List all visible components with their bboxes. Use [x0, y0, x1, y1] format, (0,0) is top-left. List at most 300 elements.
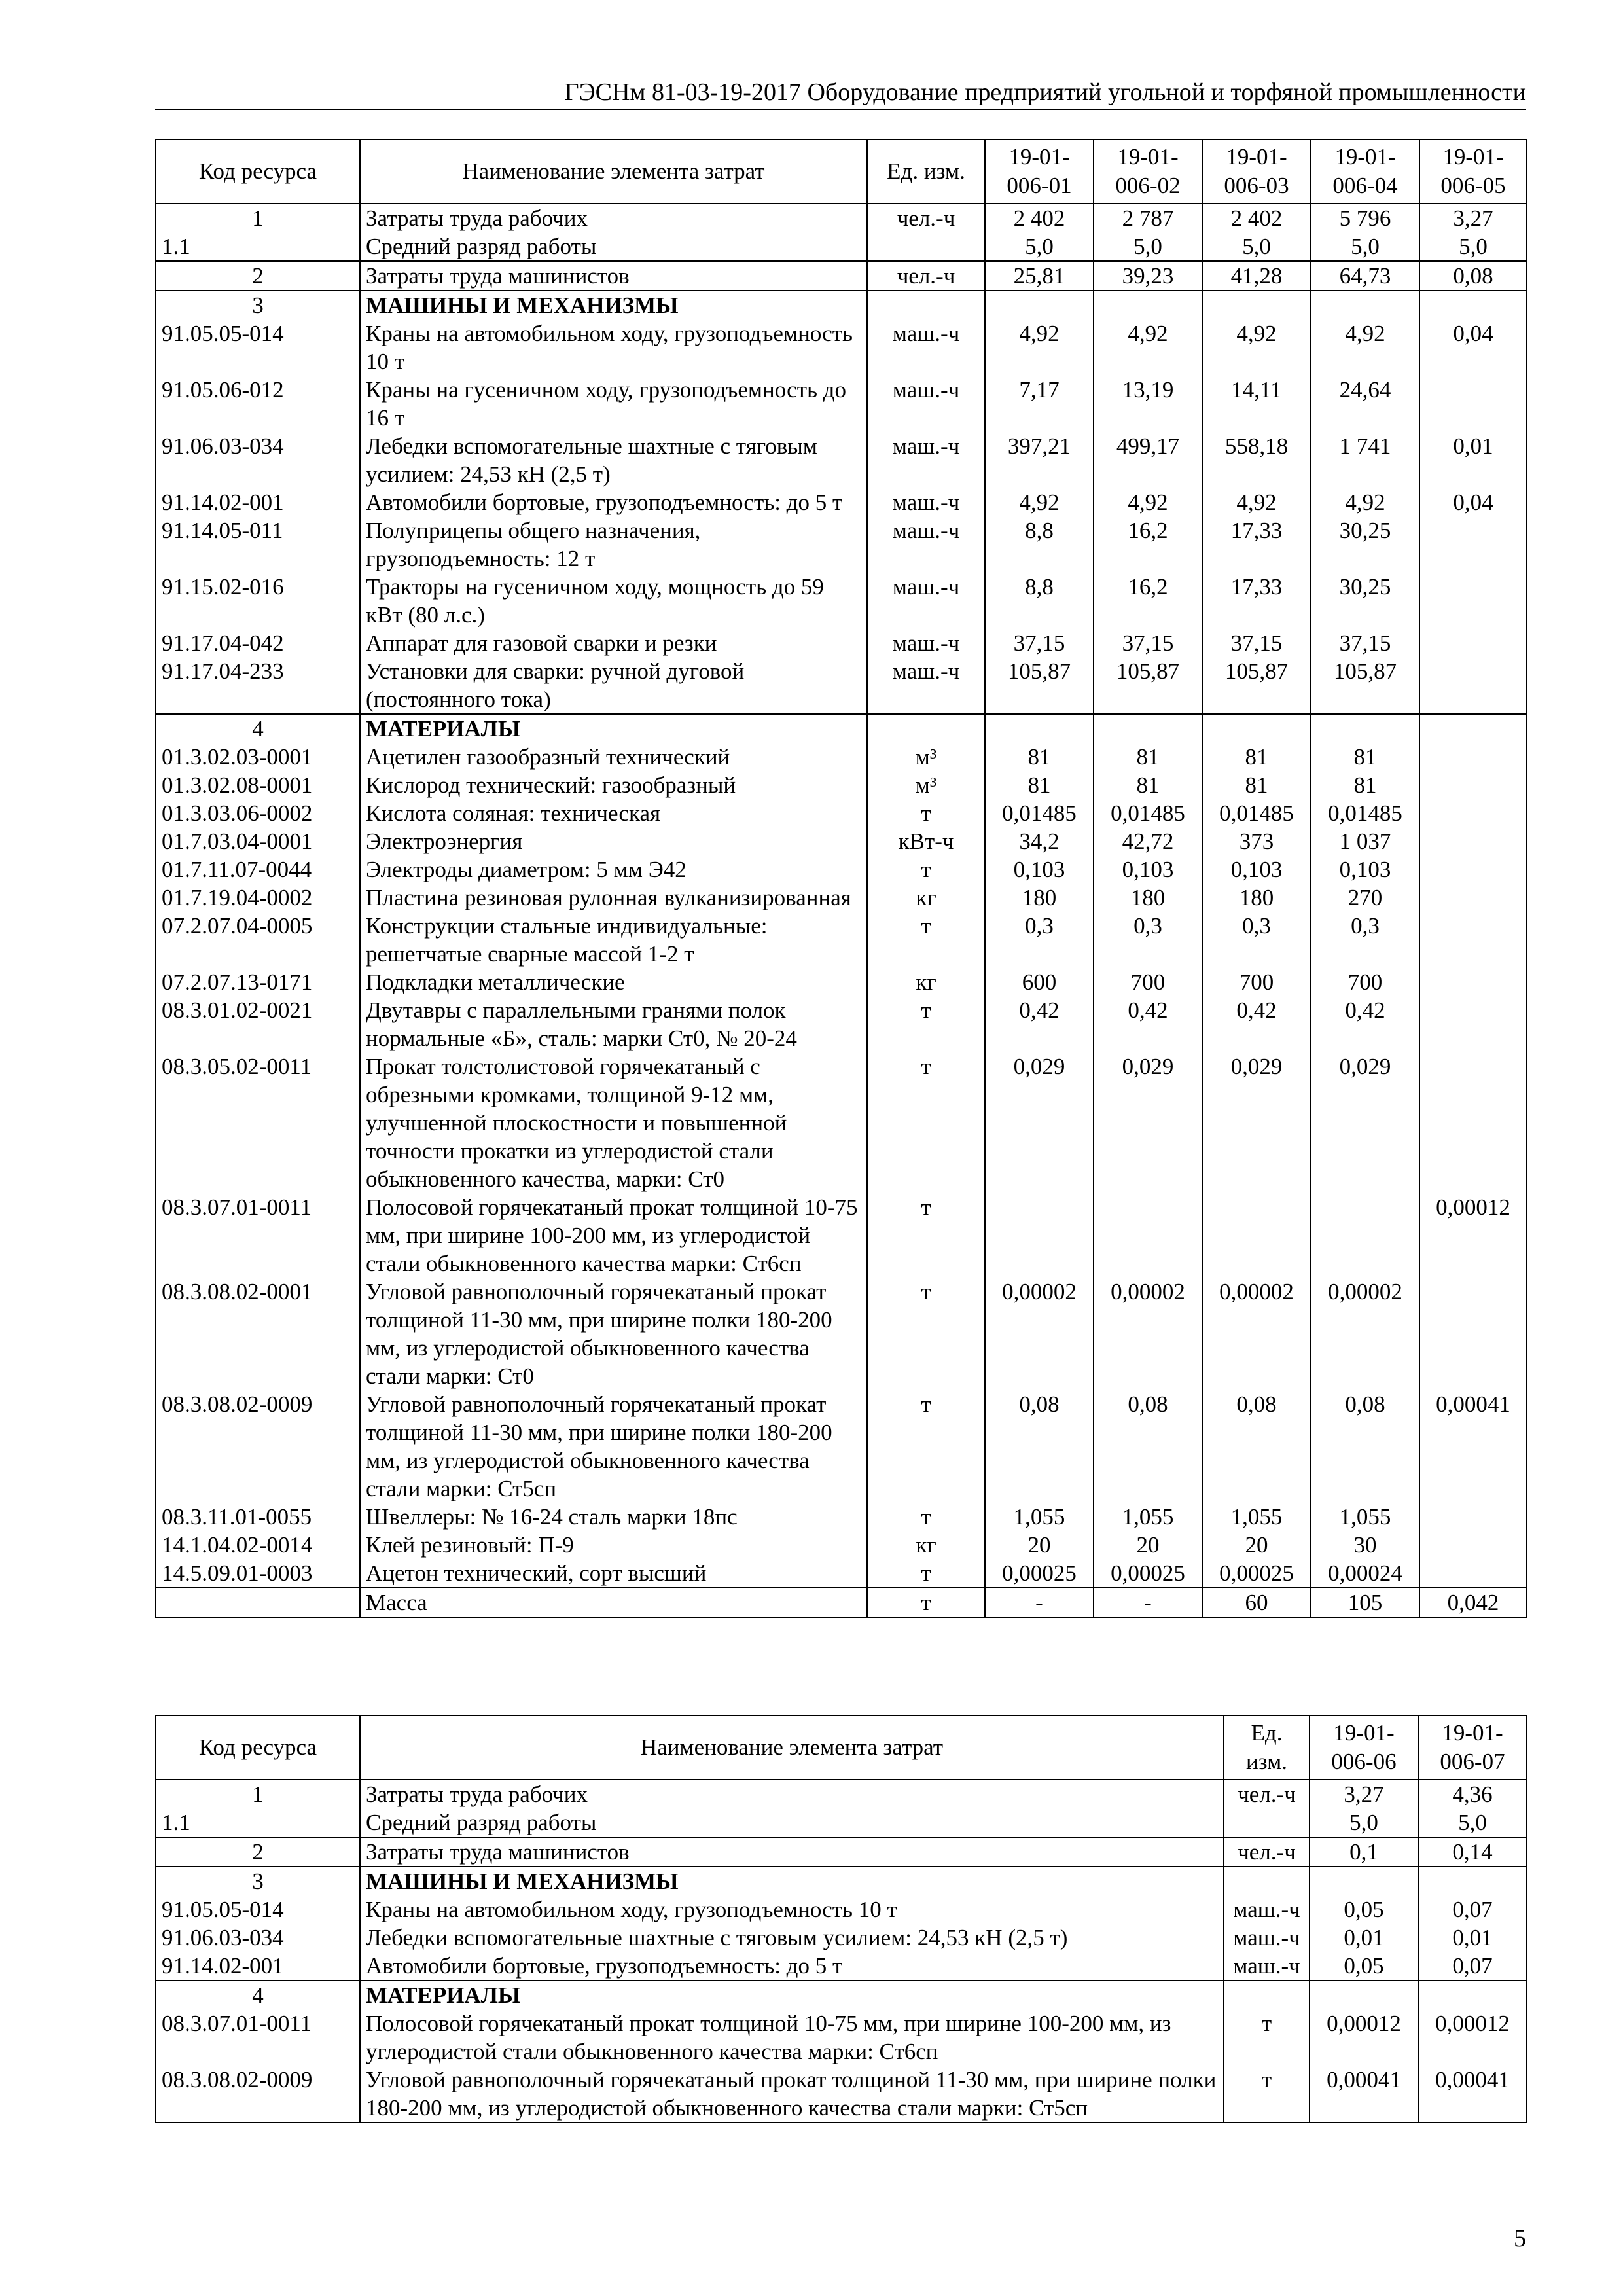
value-cell — [1419, 968, 1527, 996]
table-row — [156, 488, 1527, 516]
value-cell — [985, 1193, 1094, 1278]
value-cell: 105,87 — [1094, 657, 1202, 714]
table-header-row — [156, 139, 1527, 204]
value-cell: 20 — [1202, 1531, 1311, 1559]
cost-item-name-cell: МАТЕРИАЛЫ — [360, 714, 867, 743]
cost-item-name-cell: Ацетон технический, сорт высший — [360, 1559, 867, 1588]
value-cell — [985, 291, 1094, 319]
table-row — [156, 912, 1527, 968]
cost-item-name-cell: Полосовой горячекатаный прокат толщиной 10-75 мм, при ширине 100-200 мм, из углеродистой стали обыкновенного качества марки: Ст6сп — [360, 2009, 1224, 2066]
value-cell — [1202, 714, 1311, 743]
unit-cell: т — [1224, 2066, 1310, 2123]
table-row — [156, 1531, 1527, 1559]
unit-cell: кВт-ч — [867, 827, 985, 855]
value-cell: 0,103 — [1202, 855, 1311, 884]
value-cell: 16,2 — [1094, 573, 1202, 629]
value-cell: 105 — [1311, 1588, 1419, 1617]
value-cell: 0,01485 — [1202, 799, 1311, 827]
value-cell — [1419, 1052, 1527, 1193]
value-cell: 81 — [1202, 771, 1311, 799]
unit-cell: м³ — [867, 771, 985, 799]
value-cell: 3,27 — [1419, 204, 1527, 232]
unit-cell: чел.-ч — [867, 261, 985, 291]
table-row — [156, 743, 1527, 771]
table-row — [156, 1837, 1527, 1867]
value-cell — [1094, 714, 1202, 743]
table-row — [156, 319, 1527, 376]
unit-cell: т — [1224, 2009, 1310, 2066]
unit-cell: маш.-ч — [1224, 1952, 1310, 1981]
value-cell — [1419, 1503, 1527, 1531]
value-cell: 0,103 — [1311, 855, 1419, 884]
unit-cell: м³ — [867, 743, 985, 771]
value-cell: 600 — [985, 968, 1094, 996]
cost-item-name-cell: Угловой равнополочный горячекатаный прокат толщиной 11-30 мм, при ширине полки 180-200 мм, из углеродистой обыкновенного качества стали марки: Ст5сп — [360, 1390, 867, 1503]
unit-cell: кг — [867, 1531, 985, 1559]
resource-code-cell: 91.17.04-042 — [156, 629, 360, 657]
value-cell: 5,0 — [1311, 232, 1419, 261]
resource-code-cell: 91.05.05-014 — [156, 319, 360, 376]
value-cell: 0,42 — [1094, 996, 1202, 1052]
resource-code-cell: 91.14.02-001 — [156, 1952, 360, 1981]
value-cell: 5,0 — [1419, 232, 1527, 261]
table-row — [156, 1808, 1527, 1837]
value-cell: 0,14 — [1418, 1837, 1527, 1867]
table-row — [156, 657, 1527, 714]
unit-cell: т — [867, 1193, 985, 1278]
value-cell: 0,00002 — [1311, 1278, 1419, 1390]
table-header-row — [156, 1715, 1527, 1780]
value-cell: 0,1 — [1310, 1837, 1418, 1867]
value-cell: 1,055 — [1202, 1503, 1311, 1531]
value-cell: 0,08 — [985, 1390, 1094, 1503]
unit-cell — [1224, 1981, 1310, 2009]
table-row — [156, 1503, 1527, 1531]
value-cell — [1419, 1278, 1527, 1390]
cost-item-name-cell: Угловой равнополочный горячекатаный прокат толщиной 11-30 мм, при ширине полки 180-200 мм, из углеродистой обыкновенного качества стали марки: Ст0 — [360, 1278, 867, 1390]
value-cell: 81 — [1094, 771, 1202, 799]
cost-item-name-cell: Установки для сварки: ручной дуговой (постоянного тока) — [360, 657, 867, 714]
cost-item-name-cell: Средний разряд работы — [360, 1808, 1224, 1837]
col-header-rate: 19-01-006-02 — [1094, 139, 1202, 204]
resource-table-2 — [155, 1715, 1527, 2123]
unit-cell: маш.-ч — [867, 488, 985, 516]
value-cell: 0,01485 — [985, 799, 1094, 827]
resource-code-cell: 01.7.19.04-0002 — [156, 884, 360, 912]
value-cell: 0,029 — [1202, 1052, 1311, 1193]
value-cell — [1310, 1981, 1418, 2009]
cost-item-name-cell: Кислород технический: газообразный — [360, 771, 867, 799]
value-cell — [1419, 996, 1527, 1052]
value-cell: 0,029 — [1094, 1052, 1202, 1193]
table-row — [156, 996, 1527, 1052]
cost-item-name-cell: МАШИНЫ И МЕХАНИЗМЫ — [360, 1867, 1224, 1895]
table-row — [156, 884, 1527, 912]
cost-item-name-cell: Тракторы на гусеничном ходу, мощность до 59 кВт (80 л.с.) — [360, 573, 867, 629]
value-cell: 180 — [1094, 884, 1202, 912]
value-cell: 0,01 — [1418, 1924, 1527, 1952]
value-cell: 81 — [1311, 771, 1419, 799]
resource-table-1 — [155, 139, 1527, 1618]
cost-item-name-cell: Краны на гусеничном ходу, грузоподъемность до 16 т — [360, 376, 867, 432]
value-cell: 105,87 — [1311, 657, 1419, 714]
unit-cell: маш.-ч — [867, 657, 985, 714]
value-cell — [1419, 629, 1527, 657]
value-cell: 39,23 — [1094, 261, 1202, 291]
table-row — [156, 232, 1527, 261]
value-cell — [1311, 1193, 1419, 1278]
value-cell: 105,87 — [1202, 657, 1311, 714]
value-cell: 30,25 — [1311, 516, 1419, 573]
value-cell: 0,08 — [1311, 1390, 1419, 1503]
resource-code-cell: 4 — [156, 714, 360, 743]
value-cell: 37,15 — [1311, 629, 1419, 657]
value-cell: 81 — [1094, 743, 1202, 771]
value-cell: 60 — [1202, 1588, 1311, 1617]
table-row — [156, 516, 1527, 573]
value-cell: 37,15 — [1094, 629, 1202, 657]
resource-code-cell: 4 — [156, 1981, 360, 2009]
table-row — [156, 1981, 1527, 2009]
value-cell: 0,3 — [985, 912, 1094, 968]
value-cell: 4,92 — [1094, 319, 1202, 376]
table-row — [156, 291, 1527, 319]
value-cell: 0,05 — [1310, 1895, 1418, 1924]
unit-cell: кг — [867, 884, 985, 912]
col-header-name: Наименование элемента затрат — [360, 139, 867, 204]
value-cell: 0,00025 — [1094, 1559, 1202, 1588]
table-row — [156, 1390, 1527, 1503]
cost-item-name-cell: Средний разряд работы — [360, 232, 867, 261]
col-header-rate: 19-01-006-07 — [1418, 1715, 1527, 1780]
value-cell: 397,21 — [985, 432, 1094, 488]
value-cell: 20 — [1094, 1531, 1202, 1559]
resource-code-cell: 3 — [156, 1867, 360, 1895]
value-cell: 0,103 — [985, 855, 1094, 884]
running-header: ГЭСНм 81-03-19-2017 Оборудование предприятий угольной и торфяной промышленности — [564, 79, 1526, 106]
value-cell — [1419, 516, 1527, 573]
value-cell: 0,00012 — [1418, 2009, 1527, 2066]
value-cell: 64,73 — [1311, 261, 1419, 291]
table-row — [156, 799, 1527, 827]
value-cell: 4,92 — [1311, 319, 1419, 376]
value-cell: 499,17 — [1094, 432, 1202, 488]
resource-code-cell: 91.14.02-001 — [156, 488, 360, 516]
value-cell — [1419, 855, 1527, 884]
table-row — [156, 1895, 1527, 1924]
value-cell: 0,00012 — [1310, 2009, 1418, 2066]
value-cell: 81 — [985, 771, 1094, 799]
value-cell: 13,19 — [1094, 376, 1202, 432]
resource-code-cell: 08.3.08.02-0001 — [156, 1278, 360, 1390]
value-cell: 2 787 — [1094, 204, 1202, 232]
cost-item-name-cell: Полосовой горячекатаный прокат толщиной 10-75 мм, при ширине 100-200 мм, из углеродистой стали обыкновенного качества марки: Ст6сп — [360, 1193, 867, 1278]
cost-item-name-cell: Лебедки вспомогательные шахтные с тяговым усилием: 24,53 кН (2,5 т) — [360, 432, 867, 488]
value-cell: 0,00012 — [1419, 1193, 1527, 1278]
value-cell: 0,01 — [1419, 432, 1527, 488]
cost-item-name-cell: Подкладки металлические — [360, 968, 867, 996]
unit-cell: т — [867, 799, 985, 827]
resource-code-cell: 1 — [156, 204, 360, 232]
resource-code-cell: 14.5.09.01-0003 — [156, 1559, 360, 1588]
resource-code-cell: 08.3.01.02-0021 — [156, 996, 360, 1052]
value-cell: 5 796 — [1311, 204, 1419, 232]
value-cell — [1094, 291, 1202, 319]
value-cell — [1419, 714, 1527, 743]
col-header-unit: Ед. изм. — [867, 139, 985, 204]
value-cell — [1418, 1867, 1527, 1895]
resource-code-cell: 08.3.07.01-0011 — [156, 2009, 360, 2066]
value-cell — [1419, 771, 1527, 799]
value-cell: 0,103 — [1094, 855, 1202, 884]
resource-code-cell: 91.17.04-233 — [156, 657, 360, 714]
table-row — [156, 432, 1527, 488]
resource-code-cell: 08.3.08.02-0009 — [156, 1390, 360, 1503]
resource-code-cell: 91.05.05-014 — [156, 1895, 360, 1924]
value-cell: 37,15 — [1202, 629, 1311, 657]
cost-item-name-cell: Масса — [360, 1588, 867, 1617]
cost-item-name-cell: Полуприцепы общего назначения, грузоподъемность: 12 т — [360, 516, 867, 573]
table-row — [156, 629, 1527, 657]
cost-item-name-cell: Затраты труда машинистов — [360, 1837, 1224, 1867]
value-cell — [1311, 291, 1419, 319]
value-cell: 0,00024 — [1311, 1559, 1419, 1588]
cost-item-name-cell: Ацетилен газообразный технический — [360, 743, 867, 771]
table-row — [156, 855, 1527, 884]
resource-code-cell: 1 — [156, 1780, 360, 1808]
value-cell: 0,00041 — [1418, 2066, 1527, 2123]
value-cell: 5,0 — [1418, 1808, 1527, 1837]
resource-code-cell: 07.2.07.04-0005 — [156, 912, 360, 968]
cost-item-name-cell: Аппарат для газовой сварки и резки — [360, 629, 867, 657]
cost-item-name-cell: Электроэнергия — [360, 827, 867, 855]
value-cell: 5,0 — [1094, 232, 1202, 261]
resource-code-cell: 14.1.04.02-0014 — [156, 1531, 360, 1559]
value-cell: 0,00002 — [1094, 1278, 1202, 1390]
unit-cell: т — [867, 1503, 985, 1531]
value-cell: 0,07 — [1418, 1952, 1527, 1981]
resource-code-cell: 01.3.02.03-0001 — [156, 743, 360, 771]
cost-item-name-cell: Угловой равнополочный горячекатаный прокат толщиной 11-30 мм, при ширине полки 180-200 мм, из углеродистой обыкновенного качества стали марки: Ст5сп — [360, 2066, 1224, 2123]
resource-code-cell: 2 — [156, 1837, 360, 1867]
cost-item-name-cell: Автомобили бортовые, грузоподъемность: до 5 т — [360, 1952, 1224, 1981]
resource-code-cell: 91.14.05-011 — [156, 516, 360, 573]
table-row — [156, 1193, 1527, 1278]
value-cell — [1311, 714, 1419, 743]
value-cell — [1419, 657, 1527, 714]
table-row — [156, 827, 1527, 855]
value-cell: 4,92 — [1094, 488, 1202, 516]
unit-cell: маш.-ч — [867, 432, 985, 488]
cost-item-name-cell: Пластина резиновая рулонная вулканизированная — [360, 884, 867, 912]
unit-cell: т — [867, 912, 985, 968]
cost-item-name-cell: Двутавры с параллельными гранями полок нормальные «Б», сталь: марки Ст0, № 20-24 — [360, 996, 867, 1052]
resource-code-cell: 2 — [156, 261, 360, 291]
value-cell: 180 — [1202, 884, 1311, 912]
value-cell — [1419, 291, 1527, 319]
unit-cell: т — [867, 1588, 985, 1617]
col-header-code: Код ресурса — [156, 139, 360, 204]
header-rule — [155, 109, 1526, 110]
resource-code-cell: 08.3.08.02-0009 — [156, 2066, 360, 2123]
value-cell: 0,00041 — [1419, 1390, 1527, 1503]
value-cell: 0,042 — [1419, 1588, 1527, 1617]
value-cell: 270 — [1311, 884, 1419, 912]
value-cell — [1419, 1559, 1527, 1588]
cost-item-name-cell: МАШИНЫ И МЕХАНИЗМЫ — [360, 291, 867, 319]
cost-item-name-cell: Прокат толстолистовой горячекатаный с обрезными кромками, толщиной 9-12 мм, улучшенной плоскостности и повышенной точности прокатки из углеродистой стали обыкновенного качества, марки: Ст0 — [360, 1052, 867, 1193]
resource-code-cell: 3 — [156, 291, 360, 319]
table-row — [156, 204, 1527, 232]
value-cell: 3,27 — [1310, 1780, 1418, 1808]
value-cell: 81 — [985, 743, 1094, 771]
table-row — [156, 1952, 1527, 1981]
value-cell — [1094, 1193, 1202, 1278]
value-cell: 0,00041 — [1310, 2066, 1418, 2123]
unit-cell — [1224, 1808, 1310, 1837]
value-cell: 0,04 — [1419, 319, 1527, 376]
page-number: 5 — [1514, 2225, 1526, 2252]
unit-cell: т — [867, 996, 985, 1052]
value-cell: 5,0 — [985, 232, 1094, 261]
cost-item-name-cell: Лебедки вспомогательные шахтные с тяговым усилием: 24,53 кН (2,5 т) — [360, 1924, 1224, 1952]
resource-code-cell: 01.7.03.04-0001 — [156, 827, 360, 855]
value-cell: 4,92 — [985, 319, 1094, 376]
value-cell — [1419, 884, 1527, 912]
value-cell: 14,11 — [1202, 376, 1311, 432]
value-cell: 0,029 — [985, 1052, 1094, 1193]
value-cell — [1419, 376, 1527, 432]
value-cell: 4,92 — [1202, 488, 1311, 516]
col-header-rate: 19-01-006-06 — [1310, 1715, 1418, 1780]
cost-item-name-cell: Краны на автомобильном ходу, грузоподъемность 10 т — [360, 1895, 1224, 1924]
value-cell: 700 — [1311, 968, 1419, 996]
table-row — [156, 1588, 1527, 1617]
table-body — [156, 204, 1527, 1617]
value-cell — [1202, 291, 1311, 319]
value-cell: 1,055 — [1094, 1503, 1202, 1531]
cost-item-name-cell: Автомобили бортовые, грузоподъемность: до 5 т — [360, 488, 867, 516]
table-row — [156, 1052, 1527, 1193]
cost-item-name-cell: Затраты труда рабочих — [360, 1780, 1224, 1808]
value-cell: 1 741 — [1311, 432, 1419, 488]
value-cell — [1419, 1531, 1527, 1559]
value-cell: 0,42 — [1311, 996, 1419, 1052]
value-cell: 0,3 — [1202, 912, 1311, 968]
unit-cell: т — [867, 1052, 985, 1193]
value-cell: 0,08 — [1202, 1390, 1311, 1503]
unit-cell: маш.-ч — [867, 319, 985, 376]
table-row — [156, 376, 1527, 432]
value-cell: 7,17 — [985, 376, 1094, 432]
value-cell — [1419, 827, 1527, 855]
value-cell: 8,8 — [985, 516, 1094, 573]
table-row — [156, 714, 1527, 743]
value-cell: 0,01485 — [1311, 799, 1419, 827]
value-cell — [1310, 1867, 1418, 1895]
value-cell: - — [1094, 1588, 1202, 1617]
value-cell: 42,72 — [1094, 827, 1202, 855]
value-cell — [1418, 1981, 1527, 2009]
value-cell: 4,92 — [1202, 319, 1311, 376]
value-cell: 5,0 — [1310, 1808, 1418, 1837]
unit-cell: маш.-ч — [867, 629, 985, 657]
value-cell: 41,28 — [1202, 261, 1311, 291]
value-cell: 0,3 — [1094, 912, 1202, 968]
value-cell: 4,92 — [1311, 488, 1419, 516]
col-header-rate: 19-01-006-03 — [1202, 139, 1311, 204]
cost-item-name-cell: МАТЕРИАЛЫ — [360, 1981, 1224, 2009]
table-row — [156, 1278, 1527, 1390]
unit-cell: маш.-ч — [1224, 1895, 1310, 1924]
table-row — [156, 1924, 1527, 1952]
value-cell: 37,15 — [985, 629, 1094, 657]
value-cell: 25,81 — [985, 261, 1094, 291]
resource-code-cell: 91.06.03-034 — [156, 432, 360, 488]
value-cell: 0,029 — [1311, 1052, 1419, 1193]
cost-item-name-cell: Затраты труда машинистов — [360, 261, 867, 291]
value-cell: 16,2 — [1094, 516, 1202, 573]
resource-code-cell: 91.06.03-034 — [156, 1924, 360, 1952]
value-cell: 81 — [1202, 743, 1311, 771]
value-cell: 5,0 — [1202, 232, 1311, 261]
resource-code-cell: 07.2.07.13-0171 — [156, 968, 360, 996]
resource-code-cell: 1.1 — [156, 232, 360, 261]
resource-code-cell: 91.15.02-016 — [156, 573, 360, 629]
table-row — [156, 573, 1527, 629]
value-cell: 30,25 — [1311, 573, 1419, 629]
unit-cell: чел.-ч — [1224, 1837, 1310, 1867]
cost-item-name-cell: Электроды диаметром: 5 мм Э42 — [360, 855, 867, 884]
value-cell: 30 — [1311, 1531, 1419, 1559]
table-row — [156, 1559, 1527, 1588]
cost-item-name-cell: Кислота соляная: техническая — [360, 799, 867, 827]
table-row — [156, 1780, 1527, 1808]
cost-item-name-cell: Краны на автомобильном ходу, грузоподъемность 10 т — [360, 319, 867, 376]
value-cell: 700 — [1202, 968, 1311, 996]
resource-code-cell: 91.05.06-012 — [156, 376, 360, 432]
unit-cell: маш.-ч — [867, 516, 985, 573]
table-row — [156, 2066, 1527, 2123]
value-cell: 0,01485 — [1094, 799, 1202, 827]
value-cell: 105,87 — [985, 657, 1094, 714]
resource-code-cell — [156, 1588, 360, 1617]
unit-cell — [867, 714, 985, 743]
resource-code-cell: 08.3.07.01-0011 — [156, 1193, 360, 1278]
resource-code-cell: 01.7.11.07-0044 — [156, 855, 360, 884]
value-cell: 2 402 — [985, 204, 1094, 232]
value-cell: 0,01 — [1310, 1924, 1418, 1952]
value-cell: 558,18 — [1202, 432, 1311, 488]
value-cell: 180 — [985, 884, 1094, 912]
col-header-rate: 19-01-006-05 — [1419, 139, 1527, 204]
value-cell — [1202, 1193, 1311, 1278]
col-header-rate: 19-01-006-04 — [1311, 139, 1419, 204]
value-cell: 0,42 — [1202, 996, 1311, 1052]
unit-cell: маш.-ч — [867, 376, 985, 432]
unit-cell — [1224, 1867, 1310, 1895]
value-cell: 0,08 — [1419, 261, 1527, 291]
value-cell: 0,42 — [985, 996, 1094, 1052]
unit-cell — [867, 232, 985, 261]
unit-cell: т — [867, 1390, 985, 1503]
unit-cell: маш.-ч — [1224, 1924, 1310, 1952]
value-cell: 0,00025 — [985, 1559, 1094, 1588]
unit-cell: т — [867, 1559, 985, 1588]
unit-cell — [867, 291, 985, 319]
value-cell: 24,64 — [1311, 376, 1419, 432]
value-cell: 17,33 — [1202, 516, 1311, 573]
